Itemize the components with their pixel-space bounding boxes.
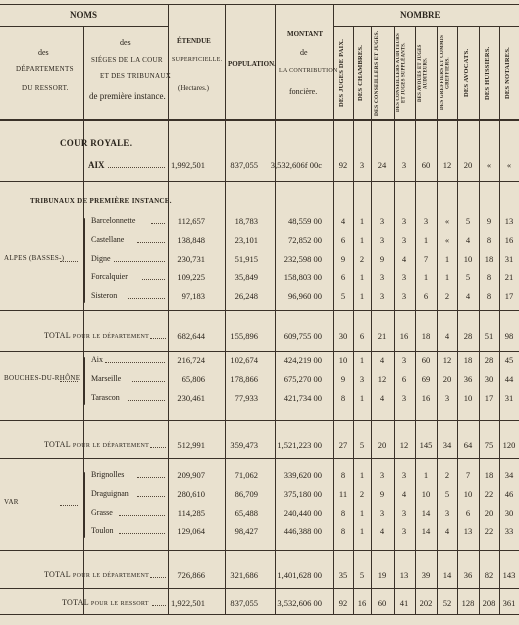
- cell-count: «: [486, 160, 492, 170]
- cell-count: 5: [359, 440, 365, 450]
- cell-count: 3: [401, 470, 407, 480]
- cell-count: 2: [359, 253, 365, 264]
- cell-count: 34: [442, 440, 452, 450]
- cour-title: COUR ROYALE.: [60, 138, 133, 148]
- cell-montant: 72,852 00: [288, 234, 322, 245]
- cell-count: 1: [423, 234, 429, 245]
- cell-montant: 375,180 00: [283, 488, 322, 499]
- cell-population: 102,674: [230, 355, 258, 365]
- brace: [84, 472, 85, 538]
- brace: [84, 218, 85, 303]
- cell-count: 60: [377, 598, 387, 608]
- cell-count: 60: [421, 160, 431, 170]
- cell-count: 1: [359, 470, 365, 480]
- cell-count: 1: [359, 507, 365, 518]
- cell-count: 8: [340, 507, 346, 518]
- cell-count: 30: [338, 331, 348, 341]
- cell-population: 18,783: [234, 216, 258, 226]
- separator: [0, 550, 519, 551]
- cell-etendue: 109,225: [177, 272, 205, 283]
- cell-count: 1: [444, 253, 450, 264]
- cell-count: 17: [504, 291, 514, 302]
- cell-count: 1: [359, 234, 365, 245]
- cell-count: 3: [444, 392, 450, 403]
- cell-count: «: [444, 216, 450, 226]
- cell-count: 9: [379, 253, 385, 264]
- department-name: ALPES (BASSES-): [4, 253, 65, 262]
- cell-count: 52: [442, 598, 452, 608]
- cell-count: 82: [484, 570, 494, 580]
- cell-count: 13: [504, 216, 514, 226]
- cell-count: 3: [379, 234, 385, 245]
- cell-count: 20: [442, 373, 452, 384]
- cell-count: 18: [421, 331, 431, 341]
- cell-montant: 240,440 00: [283, 507, 322, 518]
- cell-count: 3: [379, 470, 385, 480]
- cell-count: 4: [465, 234, 471, 245]
- cell-population: 35,849: [234, 272, 258, 283]
- cell-count: 5: [444, 488, 450, 499]
- cell-count: 92: [338, 598, 348, 608]
- cell-etendue: 230,731: [177, 253, 205, 264]
- cell-etendue: 114,285: [177, 507, 205, 518]
- cell-population: 26,248: [234, 291, 258, 302]
- siege-name: Tarascon: [91, 392, 120, 402]
- cell-count: 3: [423, 216, 429, 226]
- header-huissiers: DES HUISSIERS.: [484, 46, 491, 100]
- siege-name: Castellane: [91, 234, 125, 244]
- cell-count: 14: [421, 526, 431, 537]
- department-name: VAR: [4, 498, 19, 507]
- cell-montant: 158,803 00: [283, 272, 322, 283]
- cell-count: 6: [423, 291, 429, 302]
- siege-name: Toulon: [91, 526, 114, 536]
- cell-count: 41: [399, 598, 409, 608]
- cell-population: 77,933: [234, 392, 258, 403]
- leader-dots: [60, 505, 78, 506]
- siege-name: Marseille: [91, 373, 122, 383]
- cell-population: 51,915: [234, 253, 258, 264]
- cell-count: 9: [379, 488, 385, 499]
- cell-count: 21: [504, 272, 514, 283]
- cell-count: 1: [359, 526, 365, 537]
- header-greffiers: DES GREFFIERS ET COMMIS GREFFIERS.: [440, 35, 451, 111]
- cell-count: 13: [463, 526, 473, 537]
- cell-count: 10: [463, 392, 473, 403]
- cell-count: 4: [444, 526, 450, 537]
- cell-population: 71,062: [234, 470, 258, 480]
- cell-count: 4: [379, 355, 385, 365]
- header-notaires: DES NOTAIRES.: [504, 47, 511, 99]
- cell-montant: 339,620 00: [283, 470, 322, 480]
- cell-count: 8: [340, 526, 346, 537]
- cell-etendue: 1,922,501: [171, 598, 205, 608]
- cell-count: 7: [465, 470, 471, 480]
- cell-count: 4: [465, 291, 471, 302]
- cell-count: 4: [444, 331, 450, 341]
- cell-count: 20: [484, 507, 494, 518]
- cell-count: 39: [421, 570, 431, 580]
- cell-count: 12: [442, 160, 452, 170]
- cell-count: 19: [377, 570, 387, 580]
- siege-name: Digne: [91, 253, 111, 263]
- cell-count: 28: [484, 355, 494, 365]
- total-label: TOTAL pour le département: [44, 331, 150, 340]
- cell-montant: 232,598 00: [283, 253, 322, 264]
- cell-count: 3: [379, 216, 385, 226]
- cell-population: 321,686: [230, 570, 258, 580]
- cell-count: 12: [442, 355, 452, 365]
- cell-count: 4: [401, 253, 407, 264]
- cell-count: 6: [465, 507, 471, 518]
- cell-count: 3: [379, 507, 385, 518]
- cell-count: 20: [377, 440, 387, 450]
- header-conseillers-auditeurs: DES CONSEILLERS AUDITEURS ET JUGES SUPPLÉANTS.: [396, 33, 407, 113]
- cell-count: 17: [484, 392, 494, 403]
- cell-count: 22: [484, 488, 494, 499]
- cell-count: 14: [442, 570, 452, 580]
- cell-count: 11: [338, 488, 348, 499]
- total-label: TOTAL pour le département: [44, 440, 150, 449]
- cell-count: 22: [484, 526, 494, 537]
- cell-count: 98: [504, 331, 514, 341]
- cell-montant: 96,960 00: [288, 291, 322, 302]
- cell-count: 16: [399, 331, 409, 341]
- cell-count: 3: [401, 355, 407, 365]
- cell-count: 34: [504, 470, 514, 480]
- cell-count: 30: [484, 373, 494, 384]
- cell-population: 155,896: [230, 331, 258, 341]
- cell-count: 9: [340, 253, 346, 264]
- cell-count: 2: [444, 470, 450, 480]
- cour-name: AIX: [88, 160, 105, 170]
- cell-count: 12: [377, 373, 387, 384]
- cell-count: 3: [401, 234, 407, 245]
- cell-etendue: 682,644: [177, 331, 205, 341]
- header-juges-de-paix: DES JUGES DE PAIX.: [338, 38, 345, 108]
- cell-count: 64: [463, 440, 473, 450]
- cell-count: 28: [463, 331, 473, 341]
- cell-count: 8: [340, 470, 346, 480]
- cell-population: 837,055: [230, 160, 258, 170]
- tribunaux-title: TRIBUNAUX DE PREMIÈRE INSTANCE.: [30, 197, 172, 205]
- cell-count: 5: [359, 570, 365, 580]
- cell-count: 16: [504, 234, 514, 245]
- cell-count: «: [506, 160, 512, 170]
- brace: [84, 357, 85, 405]
- cell-montant: 675,270 00: [283, 373, 322, 384]
- cell-count: 14: [421, 507, 431, 518]
- cell-count: 208: [482, 598, 496, 608]
- cell-count: 8: [486, 234, 492, 245]
- cell-count: «: [444, 234, 450, 245]
- cell-count: 143: [502, 570, 516, 580]
- cell-count: 4: [379, 392, 385, 403]
- cell-population: 837,055: [230, 598, 258, 608]
- cell-count: 36: [463, 373, 473, 384]
- cell-etendue: 1,992,501: [171, 160, 205, 170]
- cell-count: 202: [419, 598, 433, 608]
- cell-count: 3: [379, 272, 385, 283]
- cell-count: 8: [486, 291, 492, 302]
- cell-count: 3: [401, 291, 407, 302]
- separator: [0, 351, 519, 352]
- cell-count: 4: [340, 216, 346, 226]
- department-name: BOUCHES-DU-RHÔNE: [4, 373, 81, 382]
- cell-count: 1: [359, 291, 365, 302]
- cell-montant: 1,401,628 00: [277, 570, 322, 580]
- cell-etendue: 112,657: [177, 216, 205, 226]
- cell-count: 16: [421, 392, 431, 403]
- total-label: TOTAL pour le département: [44, 570, 150, 579]
- separator: [0, 420, 519, 421]
- siege-name: Aix: [91, 355, 103, 364]
- cell-count: 18: [463, 355, 473, 365]
- cell-etendue: 97,183: [181, 291, 205, 302]
- cell-population: 359,473: [230, 440, 258, 450]
- cell-count: 7: [423, 253, 429, 264]
- cell-montant: 446,388 00: [283, 526, 322, 537]
- separator: [0, 588, 519, 589]
- leader-dots: [60, 261, 78, 262]
- cell-count: 18: [484, 253, 494, 264]
- cell-count: 3: [401, 392, 407, 403]
- cell-count: 35: [338, 570, 348, 580]
- cell-etendue: 280,610: [177, 488, 205, 499]
- cell-count: 27: [338, 440, 348, 450]
- cell-count: 2: [444, 291, 450, 302]
- cell-etendue: 138,848: [177, 234, 205, 245]
- cell-count: 1: [359, 392, 365, 403]
- cell-count: 4: [401, 488, 407, 499]
- cell-etendue: 230,461: [177, 392, 205, 403]
- cell-count: 75: [484, 440, 494, 450]
- leader-dots: [60, 381, 78, 382]
- cell-count: 145: [419, 440, 433, 450]
- cell-etendue: 216,724: [177, 355, 205, 365]
- siege-name: Draguignan: [91, 488, 129, 498]
- cell-count: 8: [340, 392, 346, 403]
- cell-count: 1: [444, 272, 450, 283]
- cell-count: 44: [504, 373, 514, 384]
- cell-count: 1: [423, 470, 429, 480]
- cell-count: 8: [486, 272, 492, 283]
- cell-count: 9: [486, 216, 492, 226]
- siege-name: Forcalquier: [91, 272, 128, 282]
- header-chambres: DES CHAMBRES.: [357, 44, 364, 102]
- cell-count: 18: [484, 470, 494, 480]
- cell-count: 5: [340, 291, 346, 302]
- header-avoues: DES AVOUÉS ET JUGES AUDITEURS.: [418, 44, 429, 102]
- cell-count: 120: [502, 440, 516, 450]
- cell-count: 3: [359, 373, 365, 384]
- cell-montant: 421,734 00: [283, 392, 322, 403]
- cell-count: 33: [504, 526, 514, 537]
- cell-count: 69: [421, 373, 431, 384]
- cell-count: 3: [401, 526, 407, 537]
- cell-etendue: 726,866: [177, 570, 205, 580]
- cell-montant: 3,532,606 00: [277, 598, 322, 608]
- cell-count: 24: [377, 160, 387, 170]
- cell-count: 12: [399, 440, 409, 450]
- cell-montant: 1,521,223 00: [277, 440, 322, 450]
- cell-population: 178,866: [230, 373, 258, 384]
- cell-count: 21: [377, 331, 387, 341]
- cell-montant: 609,755 00: [283, 331, 322, 341]
- header-population: POPULATION.: [228, 60, 276, 68]
- cell-population: 86,709: [234, 488, 258, 499]
- cell-count: 3: [359, 160, 365, 170]
- cell-count: 4: [379, 526, 385, 537]
- cell-count: 10: [463, 488, 473, 499]
- header-nombre: NOMBRE: [400, 10, 441, 20]
- cell-count: 6: [340, 272, 346, 283]
- cell-count: 1: [423, 272, 429, 283]
- separator: [0, 310, 519, 311]
- cell-population: 98,427: [234, 526, 258, 537]
- cell-count: 1: [359, 216, 365, 226]
- cell-count: 5: [465, 216, 471, 226]
- cell-count: 10: [421, 488, 431, 499]
- cell-montant: 3,532,606f 00c: [270, 160, 322, 170]
- cell-count: 31: [504, 392, 514, 403]
- ressort-total-label: TOTAL pour le ressort: [62, 598, 149, 607]
- cell-count: 3: [401, 216, 407, 226]
- cell-montant: 424,219 00: [283, 355, 322, 365]
- cell-etendue: 209,907: [177, 470, 205, 480]
- cell-count: 3: [444, 507, 450, 518]
- cell-count: 31: [504, 253, 514, 264]
- cell-count: 10: [338, 355, 348, 365]
- siege-name: Brignolles: [91, 470, 125, 479]
- cell-count: 10: [463, 253, 473, 264]
- siege-name: Barcelonnette: [91, 216, 136, 225]
- cell-count: 3: [401, 507, 407, 518]
- cell-count: 51: [484, 331, 494, 341]
- cell-count: 361: [502, 598, 516, 608]
- separator: [0, 458, 519, 459]
- cell-etendue: 129,064: [177, 526, 205, 537]
- cell-count: 9: [340, 373, 346, 384]
- cell-count: 128: [461, 598, 475, 608]
- cell-count: 5: [465, 272, 471, 283]
- cell-count: 92: [338, 160, 348, 170]
- cell-count: 1: [359, 272, 365, 283]
- cell-count: 45: [504, 355, 514, 365]
- cell-etendue: 512,991: [177, 440, 205, 450]
- cell-count: 3: [401, 160, 407, 170]
- header-conseillers-juges: DES CONSEILLERS ET JUGES.: [374, 30, 380, 116]
- cell-count: 1: [359, 355, 365, 365]
- siege-name: Sisteron: [91, 291, 118, 301]
- cell-population: 65,488: [234, 507, 258, 518]
- cell-count: 13: [399, 570, 409, 580]
- cell-count: 16: [357, 598, 367, 608]
- cell-count: 60: [421, 355, 431, 365]
- cell-count: 30: [504, 507, 514, 518]
- header-avocats: DES AVOCATS.: [463, 48, 470, 98]
- cell-etendue: 65,806: [181, 373, 205, 384]
- cell-count: 6: [340, 234, 346, 245]
- header-noms: NOMS: [70, 10, 97, 20]
- cell-montant: 48,559 00: [288, 216, 322, 226]
- cell-count: 46: [504, 488, 514, 499]
- siege-name: Grasse: [91, 507, 113, 517]
- cell-count: 20: [463, 160, 473, 170]
- cell-count: 3: [401, 272, 407, 283]
- cell-count: 3: [379, 291, 385, 302]
- cell-count: 6: [401, 373, 407, 384]
- cell-count: 36: [463, 570, 473, 580]
- cell-population: 23,101: [234, 234, 258, 245]
- cell-count: 6: [359, 331, 365, 341]
- cell-count: 2: [359, 488, 365, 499]
